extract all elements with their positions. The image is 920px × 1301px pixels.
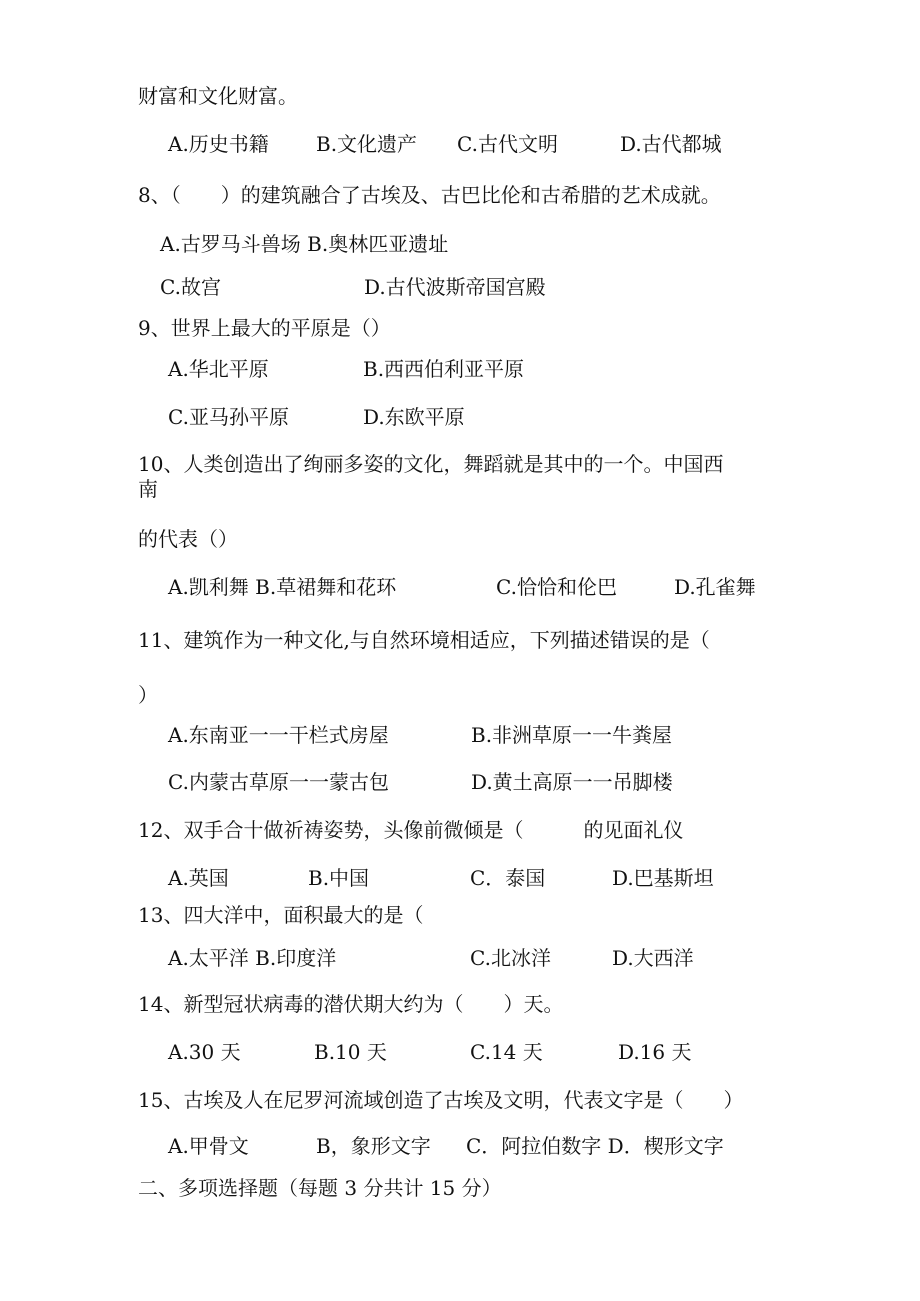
q11-option-d: D.黄土高原一一吊脚楼	[471, 770, 673, 794]
q13-stem: 13、四大洋中，面积最大的是（	[138, 903, 424, 927]
q10-option-d: D.孔雀舞	[674, 575, 756, 599]
q15-option-b: B，象形文字	[316, 1134, 431, 1158]
q8-stem: 8、（ ）的建筑融合了古埃及、古巴比伦和古希腊的艺术成就。	[138, 183, 721, 207]
q11-option-a: A.东南亚一一干栏式房屋	[168, 723, 389, 747]
q13-option-d: D.大西洋	[612, 946, 694, 970]
q14-option-b: B.10 天	[314, 1040, 387, 1064]
q11-stem-line1: 11、建筑作为一种文化,与自然环境相适应，下列描述错误的是（	[138, 628, 710, 652]
section-heading-multiple-choice: 二、多项选择题（每题 3 分共计 15 分）	[138, 1176, 502, 1200]
q15-option-a: A.甲骨文	[168, 1134, 249, 1158]
q15-option-cd: C．阿拉伯数字 D．楔形文字	[466, 1134, 724, 1158]
q9-option-d: D.东欧平原	[363, 405, 465, 429]
q10-option-ab: A.凯利舞 B.草裙舞和花环	[168, 575, 397, 599]
q9-option-b: B.西西伯利亚平原	[363, 357, 525, 381]
q12-option-c: C．泰国	[470, 866, 546, 890]
q10-stem-line2: 南	[138, 477, 158, 501]
q7-option-d: D.古代都城	[620, 132, 722, 156]
q14-option-a: A.30 天	[168, 1040, 241, 1064]
q12-option-b: B.中国	[308, 866, 370, 890]
q11-stem-line2: ）	[138, 683, 158, 707]
q10-option-c: C.恰恰和伦巴	[496, 575, 617, 599]
q7-option-b: B.文化遗产	[316, 132, 418, 156]
q10-stem-line1: 10、人类创造出了绚丽多姿的文化，舞蹈就是其中的一个。中国西	[138, 452, 724, 476]
q7-stem-continuation: 财富和文化财富。	[138, 84, 298, 108]
q7-option-a: A.历史书籍	[168, 132, 269, 156]
q14-option-d: D.16 天	[618, 1040, 692, 1064]
q12-option-a: A.英国	[168, 866, 229, 890]
q13-option-ab: A.太平洋 B.印度洋	[168, 946, 337, 970]
q9-option-a: A.华北平原	[168, 357, 269, 381]
q12-stem: 12、双手合十做祈祷姿势，头像前微倾是（ 的见面礼仪	[138, 818, 684, 842]
q10-stem-line3: 的代表（）	[138, 527, 238, 551]
q13-option-c: C.北冰洋	[470, 946, 551, 970]
q7-option-c: C.古代文明	[457, 132, 558, 156]
q14-stem: 14、新型冠状病毒的潜伏期大约为（ ）天。	[138, 992, 564, 1016]
q12-option-d: D.巴基斯坦	[612, 866, 714, 890]
q11-option-b: B.非洲草原一一牛粪屋	[471, 723, 673, 747]
q9-option-c: C.亚马孙平原	[168, 405, 289, 429]
q11-option-c: C.内蒙古草原一一蒙古包	[168, 770, 389, 794]
q14-option-c: C.14 天	[470, 1040, 543, 1064]
q8-option-d: D.古代波斯帝国宫殿	[364, 275, 546, 299]
q15-stem: 15、古埃及人在尼罗河流域创造了古埃及文明，代表文字是（ ）	[138, 1088, 744, 1112]
q9-stem: 9、世界上最大的平原是（）	[138, 316, 391, 340]
q8-option-ab: A.古罗马斗兽场 B.奥林匹亚遗址	[160, 232, 449, 256]
q8-option-c: C.故宫	[160, 275, 221, 299]
